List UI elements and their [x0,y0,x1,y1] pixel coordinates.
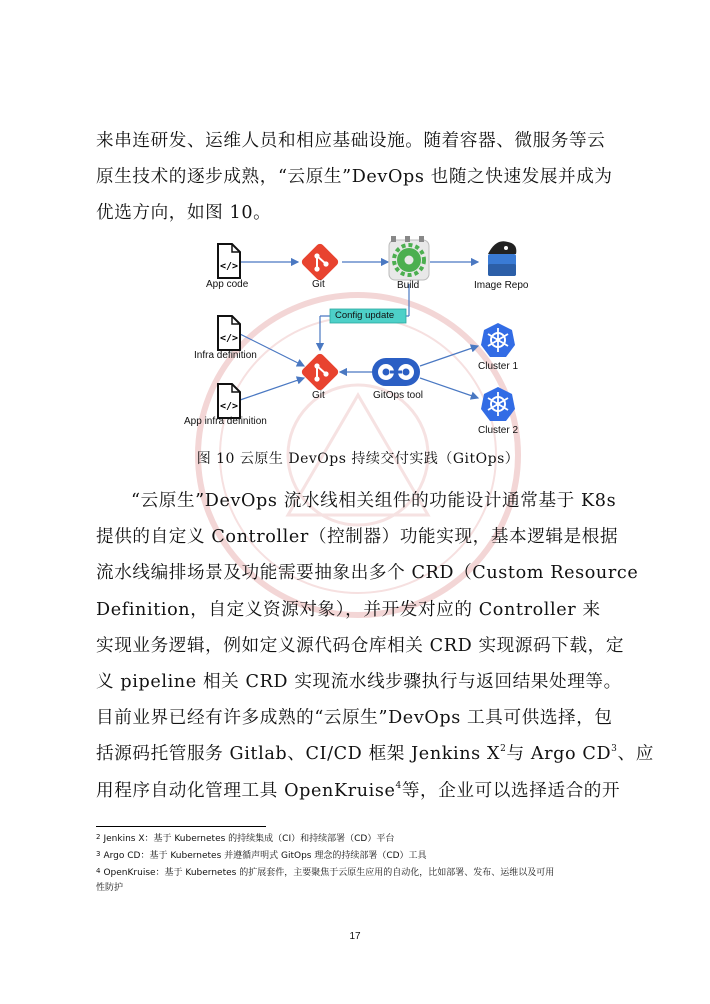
arrow-appinfra-to-git [240,378,304,400]
footnote-4-continuation: 性防护 [96,883,124,893]
footnote-ref-3[interactable]: 3 [611,744,618,755]
label-config-update: Config update [335,310,395,321]
text-line: “云原生”DevOps 流水线相关组件的功能设计通常基于 K8s [131,491,617,511]
build-gear-icon [389,236,429,280]
text-line: 提供的自定义 Controller（控制器）功能实现，基本逻辑是根据 [96,527,619,548]
footnote-4 [96,864,620,881]
label-cluster-2: Cluster 2 [478,425,519,436]
arrow-gitops-to-cluster1 [420,346,478,366]
document-infra-icon [218,316,240,350]
label-cluster-1: Cluster 1 [478,361,519,372]
arrow-gitops-to-cluster2 [420,378,478,398]
text-line: 原生技术的逐步成熟，“云原生”DevOps 也随之快速发展并成为 [96,167,613,188]
document-app-infra-icon [218,384,240,418]
paragraph-intro [96,123,620,232]
document-code-icon [218,244,240,278]
text-line [96,773,620,809]
git-icon [300,242,340,282]
text-segment: 括源码托管服务 Gitlab、CI/CD 框架 Jenkins X [96,744,501,765]
text-line: 实现业务逻辑，例如定义源代码仓库相关 CRD 实现源码下载，定 [96,635,625,656]
text-line: 来串连研发、运维人员和相应基础设施。随着容器、微服务等云 [96,131,606,151]
label-gitops-tool: GitOps tool [373,390,424,401]
label-git-bottom: Git [312,390,325,401]
footnote-ref-2[interactable]: 2 [500,744,507,755]
label-infra-definition: Infra definition [194,350,257,361]
text-segment: 、应 [617,744,654,765]
footnote-text: Jenkins X：基于 Kubernetes 的持续集成（CI）和持续部署（CD）平台 [103,834,395,844]
page-number: 17 [349,931,361,942]
footnote-mark: 3 [96,850,101,858]
text-segment: 等，企业可以选择适合的开 [401,780,621,801]
svg-text:</>: </> [219,401,239,412]
text-line: 优选方向，如图 10。 [96,203,272,224]
footnote-2 [96,830,620,847]
figure-caption: 图 10 云原生 DevOps 持续交付实践（GitOps） [196,451,520,467]
text-line: 义 pipeline 相关 CRD 实现流水线步骤执行与返回结果处理等。 [96,672,622,693]
git-icon [300,352,340,392]
figure-gitops-diagram [180,232,540,444]
footnote-divider [96,826,266,827]
footnotes [96,830,620,896]
label-app-infra-definition: App infra definition [184,416,267,427]
svg-text:</>: </> [219,261,239,272]
text-segment: 与 Argo CD [506,744,612,765]
footnote-text: Argo CD：基于 Kubernetes 并遵循声明式 GitOps 理念的持续部署（CD）工具 [103,851,427,861]
label-build: Build [397,280,420,291]
text-line [96,736,654,772]
footnote-3 [96,847,620,864]
paragraph-main [96,483,654,809]
label-git-top: Git [312,279,325,290]
footnote-text: OpenKruise：基于 Kubernetes 的扩展套件，主要聚焦于云原生应用的自动化，比如部署、发布、运维以及可用 [103,868,555,878]
kubernetes-icon [481,387,515,421]
label-image-repo: Image Repo [474,280,529,291]
footnote-ref-4[interactable]: 4 [395,780,402,791]
text-segment: 用程序自动化管理工具 OpenKruise [96,780,396,801]
footnote-mark: 2 [96,833,101,841]
image-repo-icon [488,241,516,276]
footnote-mark: 4 [96,867,101,875]
label-app-code: App code [206,279,249,290]
text-line: 目前业界已经有许多成熟的“云原生”DevOps 工具可供选择，包 [96,708,613,729]
text-line: Definition，自定义资源对象），并开发对应的 Controller 来 [96,599,601,620]
kubernetes-icon [481,323,515,357]
text-line: 流水线编排场景及功能需要抽象出多个 CRD（Custom Resource [96,563,639,584]
gitops-tool-icon [372,358,420,386]
diagram-canvas [180,232,540,444]
svg-text:</>: </> [219,333,239,344]
